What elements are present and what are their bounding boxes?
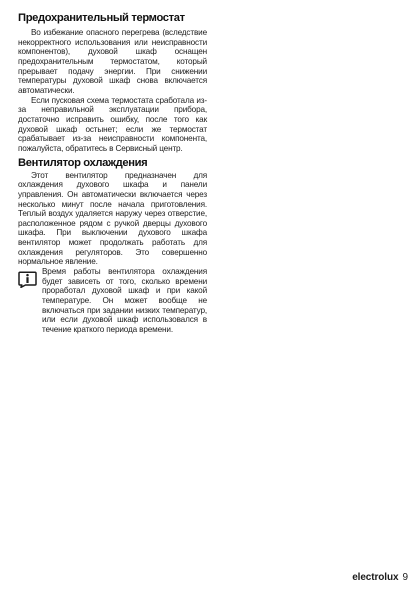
brand-name: electrolux <box>352 572 399 583</box>
page-number: 9 <box>402 572 408 583</box>
thermostat-heading: Предохранительный термостат <box>18 12 185 24</box>
info-note <box>18 267 207 335</box>
page-footer <box>352 572 408 584</box>
cooling-fan-paragraph: Этот вентилятор предназначен для охлаждения духового шкафа и панели управления. Он автоматически включается через несколько минут после начала приготовления. Теплый воздух удаляется наружу через отверстие, расположенное рядом с ручкой дверцы духового шкафа. При выключении духового шкафа вентилятор может продолжать работать для охлаждения регуляторов. Это совершенно нормальное явление. <box>18 170 207 267</box>
page-content <box>18 12 207 335</box>
thermostat-paragraph-1: Во избежание опасного перегрева (вследствие некорректного использования или неисправности компонентов), духовой шкаф оснащен предохранительным термостатом, который прерывает подачу энергии. При снижении температуры духовой шкаф снова включается автоматически. <box>18 28 207 95</box>
info-icon <box>18 271 37 288</box>
thermostat-paragraph-2: Если пусковая схема термостата сработала из-за неправильной эксплуатации прибора, достаточно исправить ошибку, после того как духовой шкаф остынет; если же термостат срабатывает из-за неисправности компонента, пожалуйста, обратитесь в Сервисный центр. <box>18 95 207 153</box>
thermostat-section <box>18 28 207 154</box>
cooling-fan-section <box>18 171 207 335</box>
info-note-text: Время работы вентилятора охлаждения будет зависеть от того, сколько времени проработал духовой шкаф и при какой температуре. Он может вообще не включаться при задании низких температур, или если духовой шкаф использовался в течение краткого периода времени. <box>42 267 207 335</box>
cooling-fan-heading: Вентилятор охлаждения <box>18 156 148 169</box>
